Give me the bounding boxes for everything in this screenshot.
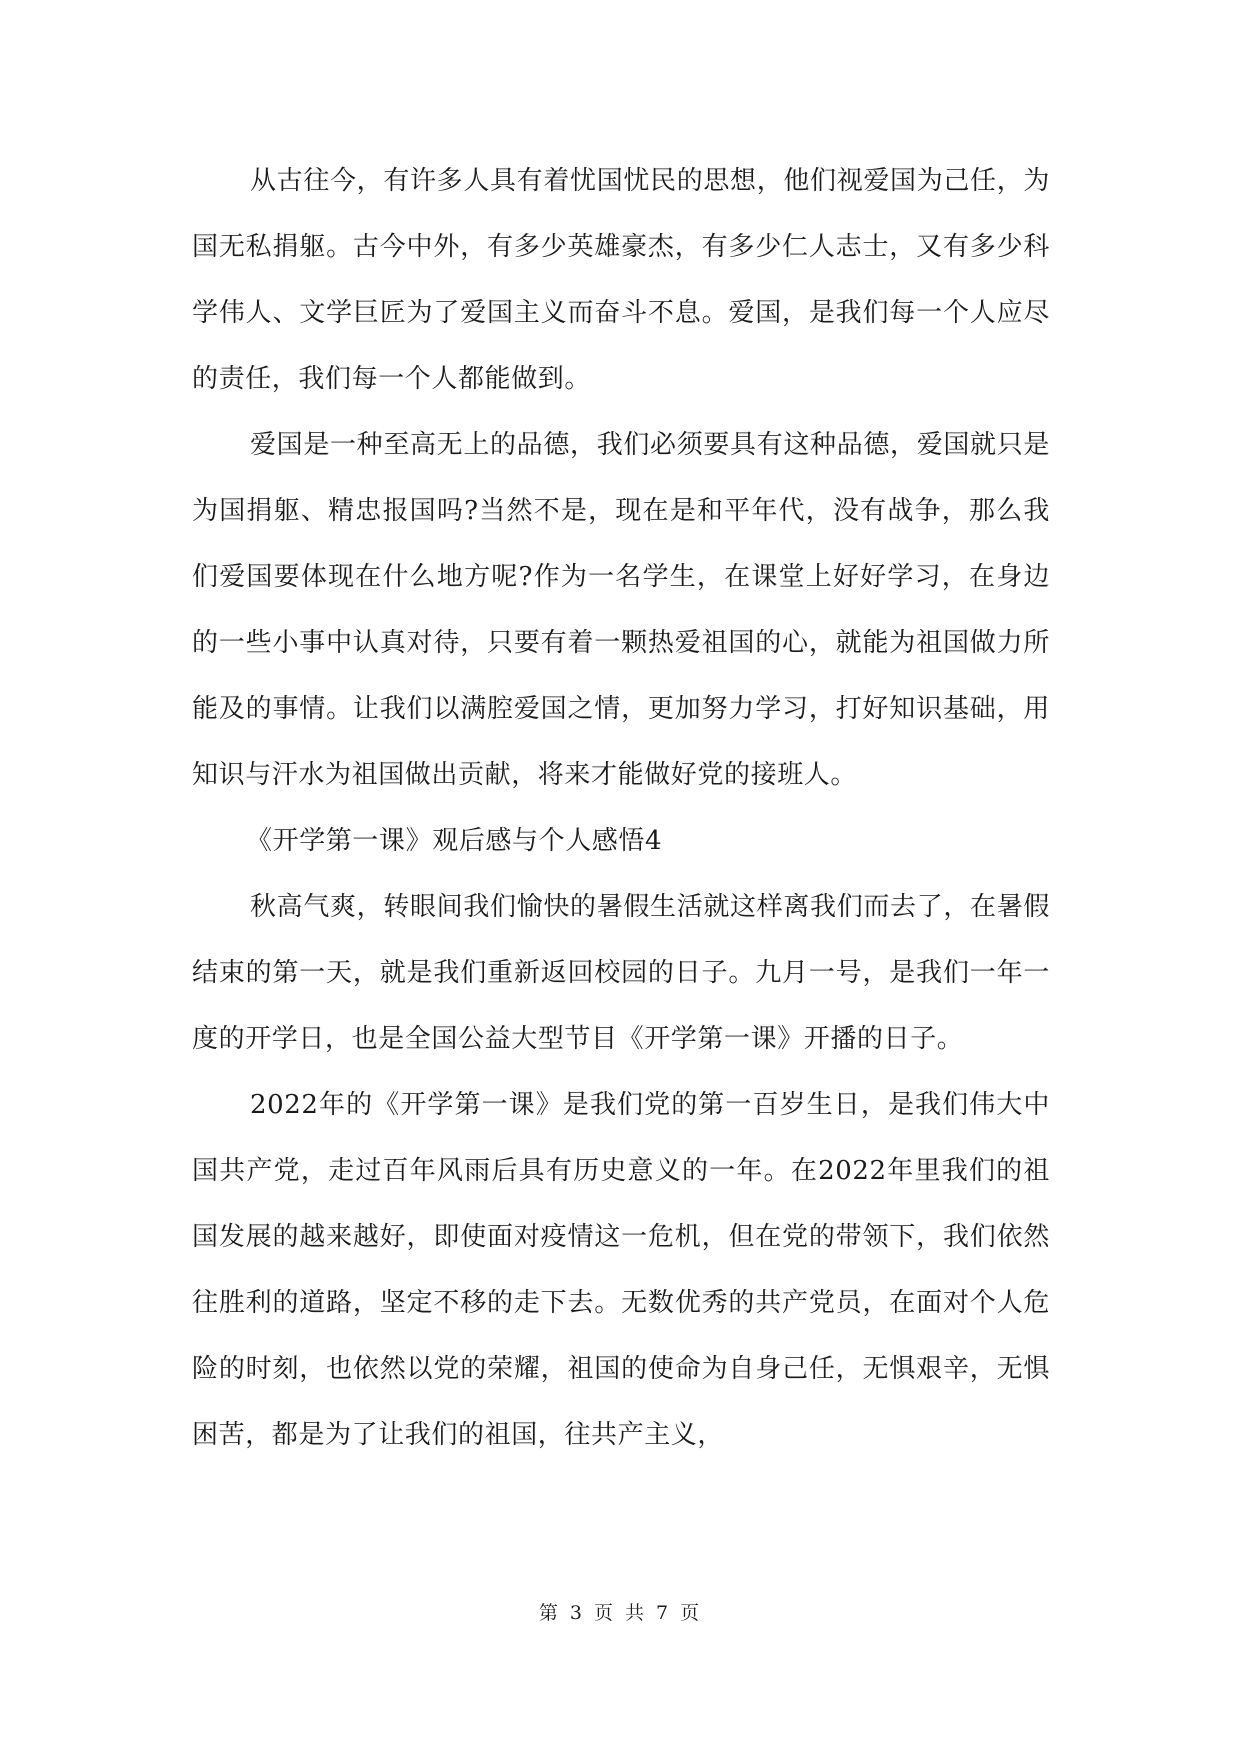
body-paragraph: 爱国是一种至高无上的品德，我们必须要具有这种品德，爱国就只是为国捐躯、精忠报国吗?当然不是，现在是和平年代，没有战争，那么我们爱国要体现在什么地方呢?作为一名学生，在课堂上好好学习，在身边的一些小事中认真对待，只要有着一颗热爱祖国的心，就能为祖国做力所能及的事情。让我们以满腔爱国之情，更加努力学习，打好知识基础，用知识与汗水为祖国做出贡献，将来才能做好党的接班人。: [192, 430, 1050, 790]
body-paragraph: 2022年的《开学第一课》是我们党的第一百岁生日，是我们伟大中国共产党，走过百年风雨后具有历史意义的一年。在2022年里我们的祖国发展的越来越好，即使面对疫情这一危机，但在党的带领下，我们依然往胜利的道路，坚定不移的走下去。无数优秀的共产党员，在面对个人危险的时刻，也依然以党的荣耀，祖国的使命为自身己任，无惧艰辛，无惧困苦，都是为了让我们的祖国，往共产主义，: [192, 1090, 1050, 1450]
section-heading: 《开学第一课》观后感与个人感悟4: [246, 826, 663, 856]
body-paragraph: 秋高气爽，转眼间我们愉快的暑假生活就这样离我们而去了，在暑假结束的第一天，就是我们重新返回校园的日子。九月一号，是我们一年一度的开学日，也是全国公益大型节目《开学第一课》开播的日子。: [192, 892, 1050, 1054]
body-paragraph: 从古往今，有许多人具有着忧国忧民的思想，他们视爱国为己任，为国无私捐躯。古今中外，有多少英雄豪杰，有多少仁人志士，又有多少科学伟人、文学巨匠为了爱国主义而奋斗不息。爱国，是我们每一个人应尽的责任，我们每一个人都能做到。: [192, 166, 1050, 394]
document-body: [192, 148, 1050, 1468]
page-number-footer: 第 3 页 共 7 页: [538, 1602, 703, 1624]
